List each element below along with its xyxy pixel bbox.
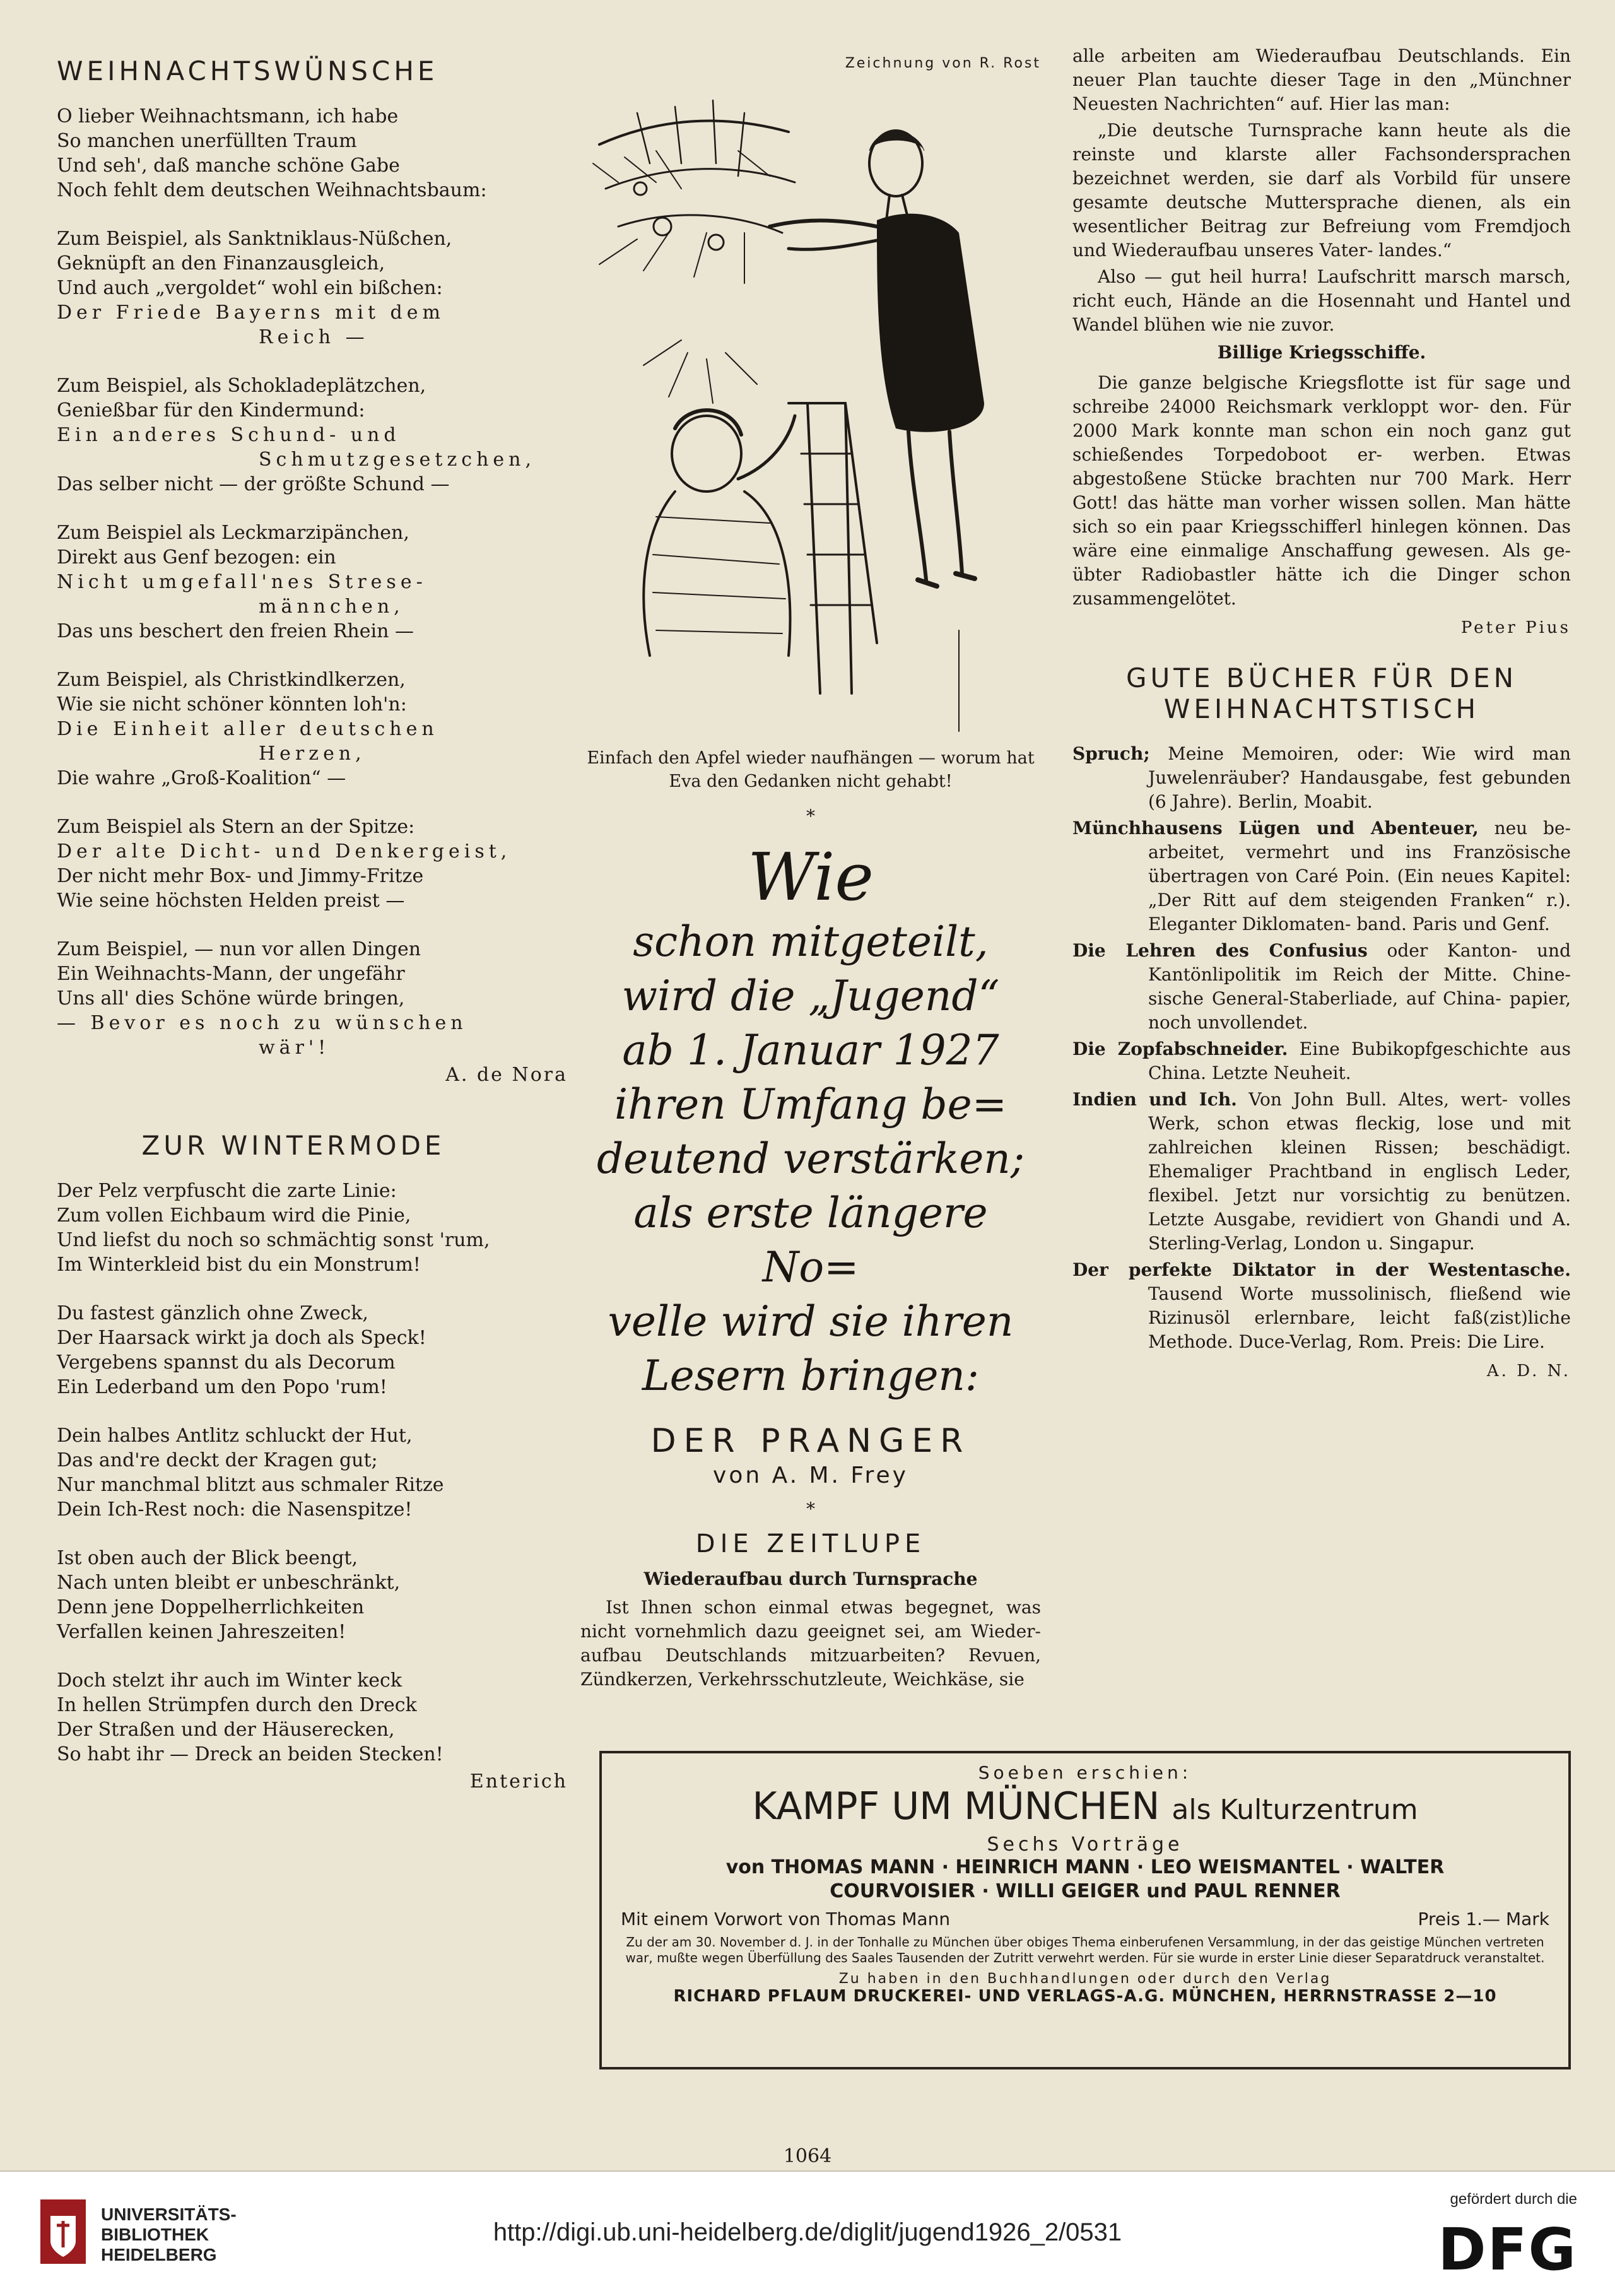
poem-line: Wie seine höchsten Helden preist — (57, 890, 405, 912)
poem-line: Noch fehlt dem deutschen Weihnachtsbaum: (57, 179, 487, 201)
announcement-line: velle wird sie ihren (608, 1297, 1014, 1346)
book-head: Spruch; (1072, 743, 1150, 764)
poem-line: Vergebens spannst du als Decorum (57, 1351, 396, 1374)
uni-line: HEIDELBERG (101, 2245, 217, 2264)
paragraph: Die ganze belgische Kriegsflotte ist für sage und schreibe 24000 Reichsmark verkloppt wor- den. Für 2000 Mark konnte man schon ein noch ganz gut schießendes Torpedoboot er- werben. Etwas abgestoßene Stücke brachten nur 700 Mark. Herr Gott! das hätte man vorher wissen sollen. Man hätte sich so ein paar Kriegsschifferl hinlegen können. Das wäre eine einmalige Anschaffung gewesen. Als ge- übter Radiobastler hätte ich die Dinger schon zusammengelötet. (1072, 372, 1571, 609)
books-title-line2: WEIHNACHTSTISCH (1163, 693, 1480, 724)
stanza (57, 1179, 568, 1277)
poem-line: O lieber Weihnachtsmann, ich habe (57, 105, 399, 127)
book-entry (1072, 1258, 1571, 1354)
poem-line: Der Pelz verpfuscht die zarte Linie: (57, 1180, 397, 1202)
paragraph: alle arbeiten am Wiederaufbau Deutschlands. Ein neuer Plan tauchte dieser Tage in den „Münchner Neuesten Nachrichten“ auf. Hier las man: (1072, 45, 1571, 114)
signature-peter-pius: Peter Pius (1460, 618, 1571, 637)
paragraph: Ist Ihnen schon einmal etwas begegnet, was nicht vornehmlich dazu geeignet sei, am Wieder- aufbau Deutschlands mitzuarbeiten? Revuen, Zündkerzen, Verkehrsschutzleute, Weichkäse, sie (580, 1597, 1041, 1690)
poem-line: Herzen, (259, 743, 366, 765)
announcement-line: schon mitgeteilt, (633, 917, 989, 966)
separator-star: * (806, 1498, 815, 1519)
pranger-title: DER PRANGER (650, 1422, 971, 1460)
dfg-logo: DFG (1438, 2216, 1577, 2283)
poem-line: Das and're deckt der Kragen gut; (57, 1449, 378, 1471)
ad-publisher: RICHARD PFLAUM DRUCKEREI- UND VERLAGS-A.G. MÜNCHEN, HERRNSTRASSE 2—10 (673, 1987, 1497, 2006)
ad-title-small: als Kulturzentrum (1172, 1794, 1418, 1826)
announcement-line: Wie (748, 839, 874, 915)
poem-wintermode (57, 1179, 568, 1767)
poem-line: Und liefst du noch so schmächtig sonst 'rum, (57, 1229, 490, 1251)
poem-title-wintermode: ZUR WINTERMODE (141, 1130, 445, 1161)
book-text: oder Kanton- und Kantönlipolitik im Reich der Mitte. Chine- sische General-Staberliade, auf China- papier, noch unvollendet. (1148, 940, 1571, 1033)
zeitlupe-title: DIE ZEITLUPE (695, 1529, 926, 1558)
poem-line: Dein Ich-Rest noch: die Nasenspitze! (57, 1498, 413, 1521)
subhead-kriegsschiffe: Billige Kriegsschiffe. (1217, 342, 1426, 363)
book-text: Von John Bull. Altes, wert- volles Werk, schon etwas fleckig, lose und mit zahlreichen kleinen Rissen; beschädigt. Ehemaliger Prachtband in englisch Leder, flexibel. Jetzt nur vorsichtig zu benützen. Letzte Ausgabe, revidiert von Ghandi und A. Sterling-Verlag, London u. Singapur. (1148, 1089, 1571, 1254)
book-entry (1072, 816, 1571, 936)
ad-availability: Zu haben in den Buchhandlungen oder durch den Verlag (838, 1971, 1332, 1987)
left-column (57, 56, 568, 1818)
stanza (57, 227, 568, 350)
poem-line: Zum Beispiel, als Christkindlkerzen, (57, 669, 406, 691)
poem-line: Wie sie nicht schöner könnten loh'n: (57, 693, 407, 715)
poem-line: Der Straßen und der Häuserecken, (57, 1719, 395, 1741)
paragraph: „Die deutsche Turnsprache kann heute als die reinste und klarste aller Fachsondersprachen bezeichnet werden, sie darf als Vorbild für unsere gesamte deutsche Muttersprache dienen, als ein wesentlicher Beitrag zur Befreiung vom Fremdjoch und Wiederaufbau unseres Vater- landes.“ (1072, 120, 1571, 261)
ad-info-row (621, 1909, 1549, 1929)
ad-note: Zu der am 30. November d. J. in der Tonhalle zu München über obiges Thema einberufenen Versammlung, in der das geistige München vertreten war, mußte wegen Überfüllung des Saales Tausenden der Zutritt verwehrt werden. Für sie wurde in erster Linie dieser Separatdruck veranstaltet. (625, 1934, 1545, 1965)
poem-line: Dein halbes Antlitz schluckt der Hut, (57, 1425, 413, 1447)
poem-line: Uns all' dies Schöne würde bringen, (57, 987, 405, 1010)
poem-line: Das uns beschert den freien Rhein — (57, 620, 414, 642)
advertisement-box (599, 1751, 1571, 2069)
book-text: Tausend Worte mussolinisch, fließend wie Rizinusöl erlernbare, leicht faß(zist)liche Methode. Duce-Verlag, Rom. Preis: Die Lire. (1148, 1283, 1571, 1352)
stanza (57, 521, 568, 644)
announcement-handwritten (580, 839, 1041, 1403)
zeitlupe-text (580, 1596, 1041, 1692)
book-entry (1072, 939, 1571, 1035)
poem-line: Zum vollen Eichbaum wird die Pinie, (57, 1204, 411, 1227)
ad-soeben: Soeben erschien: (978, 1762, 1192, 1783)
poem-line: wär'! (259, 1037, 331, 1059)
digitization-footer (0, 2170, 1615, 2296)
stanza (57, 1423, 568, 1522)
poem-line: Und auch „vergoldet“ wohl ein bißchen: (57, 277, 443, 299)
book-entry (1072, 1088, 1571, 1256)
source-url-link[interactable]: http://digi.ub.uni-heidelberg.de/diglit/jugend1926_2/0531 (493, 2218, 1122, 2246)
poem-line: In hellen Strümpfen durch den Dreck (57, 1694, 417, 1716)
book-entry (1072, 1037, 1571, 1085)
ad-subtitle: Sechs Vorträge (987, 1834, 1183, 1856)
stanza (57, 668, 568, 791)
stanza (57, 374, 568, 497)
book-head: Münchhausens Lügen und Abenteuer, (1072, 818, 1479, 839)
announcement-line: deutend verstärken; (596, 1134, 1025, 1183)
ad-authors-line1: von THOMAS MANN · HEINRICH MANN · LEO WEISMANTEL · WALTER (725, 1856, 1445, 1878)
book-head: Die Zopfabschneider. (1072, 1039, 1288, 1059)
book-head: Der perfekte Diktator in der Westentasche. (1072, 1259, 1571, 1280)
pranger-byline: von A. M. Frey (713, 1463, 908, 1488)
poem-line: Schmutzgesetzchen, (259, 449, 536, 471)
poem-line: Die Einheit aller deutschen (57, 718, 438, 740)
middle-column (580, 56, 1041, 1694)
separator-star: * (806, 806, 815, 827)
drawing-caption: Einfach den Apfel wieder naufhängen — worum hat Eva den Gedanken nicht gehabt! (587, 748, 1035, 791)
paragraph: Also — gut heil hurra! Laufschritt marsch marsch, richt euch, Hände an die Hosennaht und Hantel und Wandel blühen wie nie zuvor. (1072, 266, 1571, 335)
poem-line: Zum Beispiel als Stern an der Spitze: (57, 816, 415, 838)
poem-line: männchen, (259, 596, 404, 618)
announcement-line: als erste längere No= (633, 1189, 988, 1292)
poem-line: Zum Beispiel, als Schokladeplätzchen, (57, 375, 426, 397)
poem-line: Ist oben auch der Blick beengt, (57, 1547, 358, 1569)
uni-line: BIBLIOTHEK (101, 2225, 209, 2244)
book-head: Indien und Ich. (1072, 1089, 1237, 1110)
right-column (1072, 44, 1571, 1406)
poem-line: Zum Beispiel als Leckmarzipänchen, (57, 522, 409, 544)
books-list (1072, 742, 1571, 1354)
stanza (57, 104, 568, 203)
zeitlupe-subhead: Wiederaufbau durch Turnsprache (643, 1569, 978, 1589)
poem-line: Der Friede Bayerns mit dem (57, 302, 445, 324)
poem-line: Das selber nicht — der größte Schund — (57, 473, 450, 495)
stanza (57, 1301, 568, 1399)
ad-vorwort: Mit einem Vorwort von Thomas Mann (621, 1909, 951, 1929)
poem-line: Nicht umgefall'nes Strese- (57, 571, 427, 593)
poem-line: Geknüpft an den Finanzausgleich, (57, 252, 385, 274)
signature-adn: A. D. N. (1486, 1362, 1571, 1381)
signature-a-de-nora: A. de Nora (445, 1064, 568, 1086)
stanza (57, 937, 568, 1060)
uni-line: UNIVERSITÄTS- (101, 2205, 237, 2224)
poem-line: Der alte Dicht- und Denkergeist, (57, 840, 512, 862)
poem-line: Nur manchmal blitzt aus schmaler Ritze (57, 1474, 444, 1496)
funded-by-label: gefördert durch die (1450, 2191, 1577, 2208)
poem-weihnachtswuensche (57, 104, 568, 1060)
book-entry (1072, 742, 1571, 814)
poem-title-weihnachtswuensche: WEIHNACHTSWÜNSCHE (57, 56, 438, 86)
poem-line: Der Haarsack wirkt ja doch als Speck! (57, 1327, 426, 1349)
announcement-line: wird die „Jugend“ (621, 972, 1000, 1020)
signature-enterich: Enterich (469, 1770, 568, 1793)
poem-line: Du fastest gänzlich ohne Zweck, (57, 1302, 368, 1324)
books-title-line1: GUTE BÜCHER FÜR DEN (1125, 662, 1518, 693)
poem-line: So habt ihr — Dreck an beiden Stecken! (57, 1743, 443, 1765)
ad-price: Preis 1.— Mark (1418, 1909, 1549, 1929)
poem-line: Im Winterkleid bist du ein Monstrum! (57, 1254, 421, 1276)
announcement-line: ihren Umfang be= (614, 1080, 1007, 1129)
poem-line: Denn jene Doppelherrlichkeiten (57, 1596, 365, 1618)
stanza (57, 815, 568, 913)
poem-line: Ein Lederband um den Popo 'rum! (57, 1376, 387, 1398)
poem-line: Direkt aus Genf bezogen: ein (57, 546, 336, 568)
stanza (57, 1668, 568, 1767)
ad-authors-line2: COURVOISIER · WILLI GEIGER und PAUL RENNER (830, 1880, 1341, 1902)
page-number: 1064 (783, 2145, 832, 2167)
poem-line: Die wahre „Groß-Koalition“ — (57, 767, 346, 789)
announcement-line: ab 1. Januar 1927 (622, 1026, 999, 1074)
book-text: Eine Bubikopfgeschichte aus China. Letzte Neuheit. (1148, 1039, 1571, 1083)
book-text: neu be- arbeitet, vermehrt und ins Französische übertragen von Caré Poin. (Ein neues Kapitel: „Der Ritt auf dem steigenden Franken“ r.). Eleganter Diklomaten- band. Paris und Genf. (1148, 818, 1571, 934)
poem-line: Verfallen keinen Jahreszeiten! (57, 1621, 346, 1643)
poem-line: Zum Beispiel, — nun vor allen Dingen (57, 938, 421, 960)
poem-line: Doch stelzt ihr auch im Winter keck (57, 1669, 402, 1692)
book-head: Die Lehren des Confusius (1072, 940, 1368, 961)
poem-line: Der nicht mehr Box- und Jimmy-Fritze (57, 865, 424, 887)
book-text: Meine Memoiren, oder: Wie wird man Juwelenräuber? Handausgabe, fest gebunden (6 Jahre). Berlin, Moabit. (1148, 743, 1571, 812)
poem-line: Nach unten bleibt er unbeschränkt, (57, 1572, 401, 1594)
drawing-credit: Zeichnung von R. Rost (845, 56, 1041, 71)
poem-line: Reich — (259, 326, 369, 348)
stanza (57, 1546, 568, 1644)
illustration-woman-hanging-apple (580, 75, 1041, 738)
poem-line: Ein anderes Schund- und (57, 424, 401, 446)
zeitlupe-continuation (1072, 44, 1571, 611)
poem-line: Zum Beispiel, als Sanktniklaus-Nüßchen, (57, 228, 452, 250)
ad-title (621, 1783, 1549, 1834)
poem-line: — Bevor es noch zu wünschen (57, 1012, 467, 1034)
poem-line: Und seh', daß manche schöne Gabe (57, 155, 400, 177)
poem-line: Ein Weihnachts-Mann, der ungefähr (57, 963, 405, 985)
announcement-line: Lesern bringen: (642, 1351, 980, 1400)
ad-title-main: KAMPF UM MÜNCHEN (752, 1784, 1160, 1828)
poem-line: Genießbar für den Kindermund: (57, 399, 365, 421)
poem-line: So manchen unerfüllten Traum (57, 130, 357, 152)
